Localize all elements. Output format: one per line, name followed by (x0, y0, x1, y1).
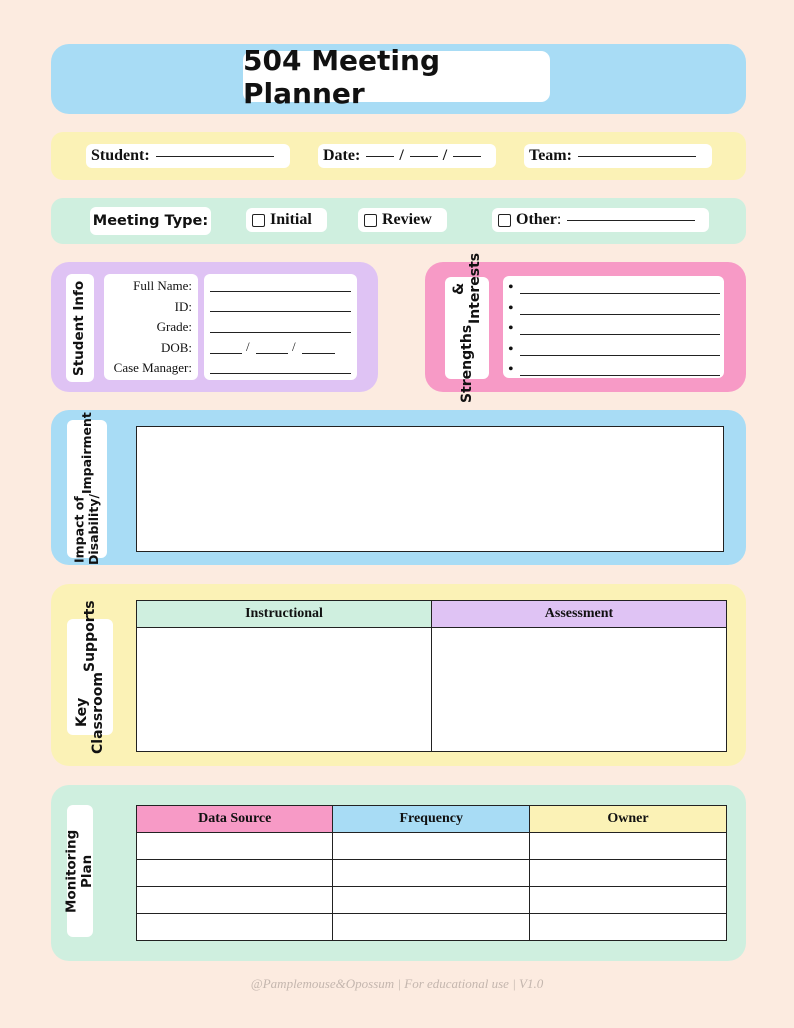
strength-bullet-row[interactable] (508, 340, 720, 358)
bullet-glyph: • (508, 320, 514, 337)
strengths-panel (425, 253, 746, 403)
impact-panel (51, 410, 746, 565)
student-blank[interactable] (156, 155, 274, 157)
other-colon: : (556, 211, 562, 228)
impact-label-line1: Impact of Disability/ (71, 494, 101, 566)
monitoring-cell[interactable] (333, 833, 529, 860)
title-band (51, 44, 746, 114)
strength-bullet-row[interactable] (508, 278, 720, 296)
date-label: Date: (323, 147, 361, 164)
page-title: 504 Meeting Planner (243, 51, 550, 102)
student-info-panel (51, 262, 378, 392)
monitoring-cell[interactable] (333, 914, 529, 941)
monitoring-cell[interactable] (529, 860, 726, 887)
monitoring-panel (51, 785, 746, 961)
field-full-name (104, 278, 196, 294)
strength-bullet-row[interactable] (508, 319, 720, 337)
team-blank[interactable] (578, 155, 696, 157)
monitoring-row (137, 833, 727, 860)
monitoring-cell[interactable] (137, 860, 333, 887)
footer: @Pamplemouse&Opossum | For educational use | V1.0 (250, 976, 544, 991)
bullet-glyph: • (508, 340, 514, 358)
assessment-header: Assessment (432, 601, 727, 628)
student-info-lines-box (204, 274, 357, 380)
option-initial[interactable] (246, 208, 327, 232)
date-sep: / (442, 147, 448, 164)
instructional-cell[interactable] (137, 628, 432, 752)
bullet-line[interactable] (520, 374, 720, 376)
full-name-label: Full Name: (133, 278, 192, 293)
owner-header: Owner (529, 806, 726, 833)
supports-label-line1: Key Classroom (73, 671, 106, 754)
field-case-manager (104, 360, 196, 376)
bullet-line[interactable] (520, 313, 720, 315)
review-checkbox[interactable] (364, 214, 377, 227)
field-dob (104, 340, 196, 356)
monitoring-cell[interactable] (137, 833, 333, 860)
monitoring-cell[interactable] (529, 887, 726, 914)
dob-day-line[interactable] (256, 353, 288, 354)
monitoring-cell[interactable] (529, 914, 726, 941)
bullet-line[interactable] (520, 354, 720, 356)
dob-year-line[interactable] (302, 353, 335, 354)
full-name-line[interactable] (210, 291, 351, 292)
supports-panel (51, 584, 746, 766)
bullet-glyph: • (508, 279, 514, 296)
strengths-list[interactable] (503, 276, 724, 378)
frequency-header: Frequency (333, 806, 529, 833)
dob-month-line[interactable] (210, 353, 242, 354)
student-field[interactable] (86, 144, 290, 168)
supports-table (136, 600, 727, 752)
monitoring-cell[interactable] (529, 833, 726, 860)
id-line[interactable] (210, 311, 351, 312)
supports-label-line2: Supports (81, 600, 98, 672)
bullet-glyph: • (508, 361, 514, 378)
initial-label: Initial (270, 211, 312, 228)
option-other[interactable] (492, 208, 709, 232)
field-id (104, 299, 196, 315)
bullet-line[interactable] (520, 333, 720, 335)
monitoring-cell[interactable] (137, 887, 333, 914)
grade-label: Grade: (156, 319, 192, 334)
date-day-blank[interactable] (410, 155, 438, 157)
other-blank[interactable] (567, 219, 695, 221)
assessment-cell[interactable] (432, 628, 727, 752)
team-field[interactable] (524, 144, 712, 168)
dob-sep: / (246, 339, 250, 354)
monitoring-cell[interactable] (333, 887, 529, 914)
case-manager-line[interactable] (210, 373, 351, 374)
dob-sep: / (292, 339, 296, 354)
other-label: Other (516, 211, 557, 228)
monitoring-row (137, 860, 727, 887)
strength-bullet-row[interactable] (508, 299, 720, 317)
review-label: Review (382, 211, 432, 228)
id-label: ID: (174, 299, 192, 314)
date-sep: / (399, 147, 404, 164)
bullet-line[interactable] (520, 292, 720, 294)
monitoring-row (137, 887, 727, 914)
date-month-blank[interactable] (366, 155, 394, 157)
monitoring-label: Monitoring Plan (67, 805, 93, 937)
student-info-label: Student Info (66, 274, 94, 382)
bullet-glyph: • (508, 299, 514, 317)
meeting-type-label: Meeting Type: (90, 207, 211, 235)
supports-label (67, 600, 113, 754)
field-grade (104, 319, 196, 335)
date-field[interactable] (318, 144, 496, 168)
monitoring-cell[interactable] (333, 860, 529, 887)
data-source-header: Data Source (137, 806, 333, 833)
strength-bullet-row[interactable] (508, 360, 720, 378)
initial-checkbox[interactable] (252, 214, 265, 227)
date-year-blank[interactable] (453, 155, 481, 157)
meeting-type-band (51, 198, 746, 244)
monitoring-cell[interactable] (137, 914, 333, 941)
impact-label-line2: Impairment (78, 412, 94, 495)
student-label: Student: (91, 147, 150, 164)
strengths-label (445, 253, 489, 403)
monitoring-row (137, 914, 727, 941)
option-review[interactable] (358, 208, 447, 232)
strengths-label-line1: Strengths (458, 324, 475, 403)
instructional-header: Instructional (137, 601, 432, 628)
monitoring-table (136, 805, 727, 941)
strengths-label-line2: & Interests (450, 253, 483, 325)
impact-label (67, 412, 107, 566)
grade-line[interactable] (210, 332, 351, 333)
other-checkbox[interactable] (498, 214, 511, 227)
impact-textbox[interactable] (136, 426, 724, 552)
dob-label: DOB: (160, 340, 192, 355)
team-label: Team: (529, 147, 572, 164)
case-manager-label: Case Manager: (113, 360, 192, 375)
student-date-team-band (51, 132, 746, 180)
